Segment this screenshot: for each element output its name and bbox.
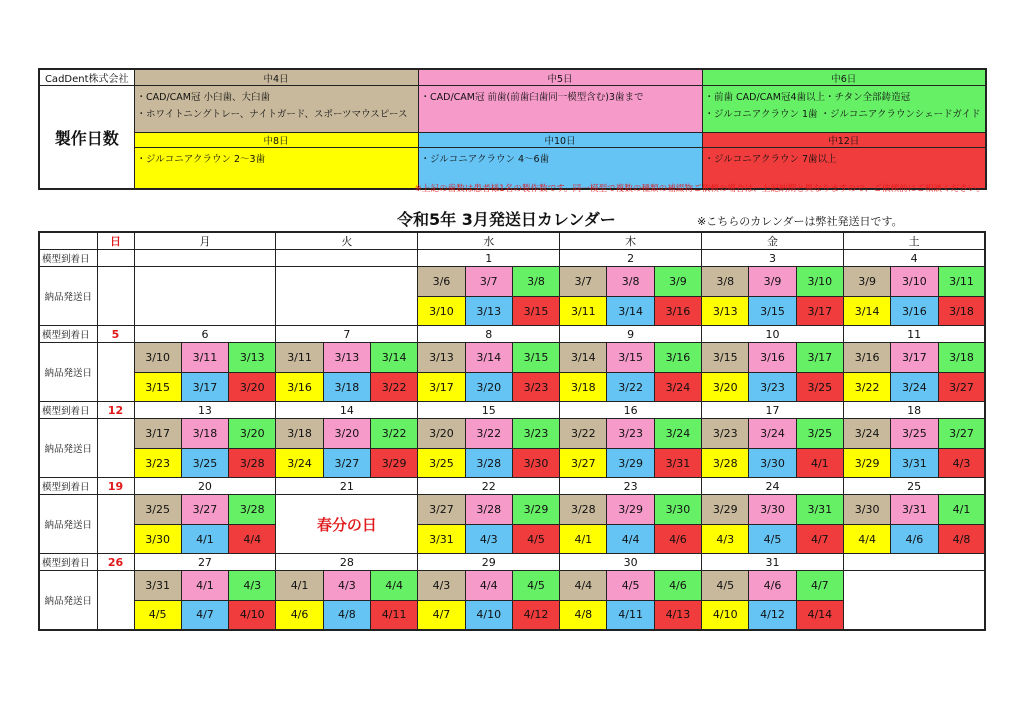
arrival-date: 14 (276, 402, 418, 419)
ship-date: 3/30 (654, 495, 701, 525)
ship-date: 4/8 (938, 525, 985, 554)
holiday-label: 春分の日 (276, 495, 418, 554)
group-header-8days: 中8日 (134, 133, 418, 148)
arrival-date: 21 (276, 478, 418, 495)
ship-date: 4/1 (796, 449, 843, 478)
sunday-empty (97, 495, 134, 554)
group-header-10days: 中10日 (418, 133, 702, 148)
ship-date: 4/5 (512, 571, 559, 601)
ship-date: 3/29 (702, 495, 749, 525)
ship-date: 3/28 (560, 495, 607, 525)
arrival-date: 23 (560, 478, 702, 495)
ship-date: 4/1 (181, 571, 228, 601)
ship-date: 3/28 (229, 495, 276, 525)
ship-date: 3/10 (796, 267, 843, 297)
ship-date: 4/10 (229, 601, 276, 630)
weekday-header: 火 (276, 232, 418, 250)
ship-date: 3/14 (607, 297, 654, 326)
ship-date: 3/13 (418, 343, 465, 373)
calendar-note: ※こちらのカレンダーは弊社発送日です。 (697, 215, 903, 228)
ship-date: 3/28 (229, 449, 276, 478)
ship-date: 3/28 (702, 449, 749, 478)
ship-date: 4/1 (181, 525, 228, 554)
ship-date: 4/5 (702, 571, 749, 601)
ship-date: 3/18 (276, 419, 323, 449)
ship-date: 3/8 (607, 267, 654, 297)
ship-date: 4/4 (465, 571, 512, 601)
arrival-date: 28 (276, 554, 418, 571)
ship-date: 3/29 (607, 495, 654, 525)
ship-label: 納品発送日 (39, 343, 97, 402)
ship-date: 3/31 (418, 525, 465, 554)
ship-date: 4/6 (654, 525, 701, 554)
arrival-label: 模型到着日 (39, 250, 97, 267)
group-line: ・前歯 CAD/CAM冠4歯以上・チタン全部鋳造冠 (704, 92, 911, 103)
ship-date: 3/31 (796, 495, 843, 525)
arrival-date (843, 554, 985, 571)
ship-date: 3/29 (512, 495, 559, 525)
ship-date: 3/30 (512, 449, 559, 478)
weekday-header: 水 (418, 232, 560, 250)
ship-date: 3/31 (654, 449, 701, 478)
arrival-date: 3 (702, 250, 844, 267)
arrival-date (134, 250, 276, 267)
sunday-empty (97, 267, 134, 326)
arrival-date: 10 (702, 326, 844, 343)
empty-day (134, 267, 276, 326)
arrival-date (276, 250, 418, 267)
ship-date: 3/27 (938, 373, 985, 402)
arrival-date: 6 (134, 326, 276, 343)
ship-date: 3/29 (370, 449, 417, 478)
ship-date: 4/3 (229, 571, 276, 601)
ship-date: 3/20 (465, 373, 512, 402)
ship-date: 3/7 (560, 267, 607, 297)
ship-date: 3/15 (512, 297, 559, 326)
ship-date: 4/1 (938, 495, 985, 525)
ship-date: 3/17 (796, 297, 843, 326)
ship-label: 納品発送日 (39, 419, 97, 478)
sunday-date (97, 250, 134, 267)
ship-date: 3/11 (938, 267, 985, 297)
weekday-header: 木 (560, 232, 702, 250)
ship-date: 3/10 (891, 267, 938, 297)
ship-date: 3/16 (654, 297, 701, 326)
ship-date: 3/16 (654, 343, 701, 373)
calendar-title: 令和5年 3月発送日カレンダー (397, 210, 616, 229)
ship-date: 3/15 (607, 343, 654, 373)
ship-date: 3/16 (276, 373, 323, 402)
ship-date: 4/8 (323, 601, 370, 630)
ship-date: 4/5 (134, 601, 181, 630)
ship-date: 4/6 (276, 601, 323, 630)
sunday-empty (97, 343, 134, 402)
ship-date: 3/13 (702, 297, 749, 326)
arrival-date: 18 (843, 402, 985, 419)
ship-label: 納品発送日 (39, 571, 97, 630)
ship-date: 3/20 (229, 419, 276, 449)
ship-date: 3/15 (512, 343, 559, 373)
ship-date: 3/14 (465, 343, 512, 373)
arrival-date: 1 (418, 250, 560, 267)
arrival-label: 模型到着日 (39, 478, 97, 495)
ship-date: 3/29 (843, 449, 890, 478)
group-line: ・ジルコニアクラウン 7歯以上 (704, 154, 837, 165)
arrival-date: 7 (276, 326, 418, 343)
group-header-6days: 中6日 (702, 69, 986, 86)
group-line: ・ジルコニアクラウン 4～6歯 (420, 154, 550, 165)
ship-date: 4/6 (891, 525, 938, 554)
ship-date: 3/16 (749, 343, 796, 373)
ship-date: 4/3 (418, 571, 465, 601)
weekday-header: 金 (702, 232, 844, 250)
ship-date: 4/4 (607, 525, 654, 554)
sunday-date: 12 (97, 402, 134, 419)
ship-date: 4/12 (749, 601, 796, 630)
ship-date: 4/11 (370, 601, 417, 630)
ship-date: 3/17 (181, 373, 228, 402)
ship-date: 3/22 (465, 419, 512, 449)
ship-date: 3/9 (654, 267, 701, 297)
ship-date: 3/13 (229, 343, 276, 373)
ship-date: 4/10 (465, 601, 512, 630)
arrival-date: 2 (560, 250, 702, 267)
arrival-date: 15 (418, 402, 560, 419)
ship-date: 3/25 (796, 419, 843, 449)
production-note: ※上記の歯数は患者様1名の製作数です。同一模型で複数の種類の補綴物ご依頼の場合は、上記納期と異なりますので、ご依頼前にご相談ください。 (414, 184, 985, 194)
sunday-date: 26 (97, 554, 134, 571)
ship-date: 3/24 (276, 449, 323, 478)
weekday-header: 土 (843, 232, 985, 250)
group-body-5days (418, 86, 702, 133)
ship-date: 3/27 (560, 449, 607, 478)
ship-date: 4/4 (843, 525, 890, 554)
arrival-date: 31 (702, 554, 844, 571)
weekday-header: 月 (134, 232, 276, 250)
ship-date: 3/23 (512, 419, 559, 449)
ship-date: 4/14 (796, 601, 843, 630)
ship-date: 3/31 (891, 495, 938, 525)
ship-date: 3/20 (702, 373, 749, 402)
ship-date: 4/7 (796, 525, 843, 554)
arrival-date: 16 (560, 402, 702, 419)
arrival-date: 17 (702, 402, 844, 419)
sunday-date: 5 (97, 326, 134, 343)
ship-date: 3/25 (181, 449, 228, 478)
arrival-label: 模型到着日 (39, 326, 97, 343)
ship-date: 4/8 (560, 601, 607, 630)
ship-date: 4/1 (560, 525, 607, 554)
empty-day (843, 571, 985, 630)
ship-date: 3/7 (465, 267, 512, 297)
arrival-date: 22 (418, 478, 560, 495)
empty-day (276, 267, 418, 326)
ship-date: 3/10 (134, 343, 181, 373)
ship-date: 3/25 (891, 419, 938, 449)
ship-date: 3/6 (418, 267, 465, 297)
ship-date: 3/22 (560, 419, 607, 449)
ship-date: 4/3 (702, 525, 749, 554)
ship-date: 3/24 (891, 373, 938, 402)
arrival-date: 29 (418, 554, 560, 571)
ship-date: 3/30 (843, 495, 890, 525)
ship-date: 4/6 (654, 571, 701, 601)
ship-date: 4/4 (560, 571, 607, 601)
ship-date: 3/30 (749, 495, 796, 525)
ship-date: 4/11 (607, 601, 654, 630)
group-line: ・CAD/CAM冠 小臼歯、大臼歯 (136, 92, 270, 103)
ship-date: 3/25 (134, 495, 181, 525)
ship-date: 4/3 (938, 449, 985, 478)
ship-date: 4/12 (512, 601, 559, 630)
ship-date: 3/16 (843, 343, 890, 373)
arrival-label: 模型到着日 (39, 554, 97, 571)
group-body-6days (702, 86, 986, 133)
ship-date: 4/4 (370, 571, 417, 601)
arrival-date: 20 (134, 478, 276, 495)
ship-date: 4/3 (323, 571, 370, 601)
ship-date: 3/24 (749, 419, 796, 449)
group-line: ・ホワイトニングトレー、ナイトガード、スポーツマウスピース (136, 109, 408, 120)
ship-date: 4/5 (607, 571, 654, 601)
ship-date: 3/23 (749, 373, 796, 402)
ship-date: 3/22 (607, 373, 654, 402)
ship-date: 4/7 (418, 601, 465, 630)
arrival-date: 8 (418, 326, 560, 343)
ship-date: 3/15 (134, 373, 181, 402)
arrival-date: 30 (560, 554, 702, 571)
production-title: 製作日数 (39, 86, 134, 190)
weekday-sunday: 日 (97, 232, 134, 250)
ship-date: 3/15 (702, 343, 749, 373)
group-line: ・ジルコニアクラウン 2～3歯 (136, 154, 266, 165)
arrival-date: 13 (134, 402, 276, 419)
arrival-date: 9 (560, 326, 702, 343)
ship-date: 3/13 (323, 343, 370, 373)
group-line: ・ジルコニアクラウン 1歯 ・ジルコニアクラウンシェードガイド (704, 109, 981, 120)
ship-date: 4/3 (465, 525, 512, 554)
ship-date: 3/31 (134, 571, 181, 601)
arrival-date: 27 (134, 554, 276, 571)
ship-date: 3/24 (843, 419, 890, 449)
ship-date: 3/27 (323, 449, 370, 478)
ship-date: 4/10 (702, 601, 749, 630)
ship-date: 4/1 (276, 571, 323, 601)
ship-date: 3/28 (465, 449, 512, 478)
ship-date: 4/6 (749, 571, 796, 601)
ship-date: 3/14 (560, 343, 607, 373)
ship-date: 3/17 (891, 343, 938, 373)
ship-date: 3/25 (418, 449, 465, 478)
ship-date: 4/7 (796, 571, 843, 601)
group-line: ・CAD/CAM冠 前歯(前歯臼歯同一模型含む)3歯まで (420, 92, 644, 103)
group-body-4days (134, 86, 418, 133)
sunday-empty (97, 419, 134, 478)
ship-date: 3/24 (654, 373, 701, 402)
ship-label: 納品発送日 (39, 495, 97, 554)
ship-date: 3/14 (843, 297, 890, 326)
ship-date: 3/22 (370, 419, 417, 449)
header-blank (39, 232, 97, 250)
ship-date: 3/16 (891, 297, 938, 326)
shipping-calendar (38, 231, 986, 631)
ship-date: 3/27 (418, 495, 465, 525)
ship-date: 3/27 (938, 419, 985, 449)
ship-date: 3/18 (323, 373, 370, 402)
arrival-date: 4 (843, 250, 985, 267)
ship-date: 3/11 (560, 297, 607, 326)
group-header-5days: 中5日 (418, 69, 702, 86)
ship-date: 3/17 (134, 419, 181, 449)
ship-date: 4/7 (181, 601, 228, 630)
ship-date: 3/28 (465, 495, 512, 525)
ship-date: 3/18 (560, 373, 607, 402)
ship-date: 3/23 (512, 373, 559, 402)
ship-date: 3/17 (418, 373, 465, 402)
group-header-4days: 中4日 (134, 69, 418, 86)
arrival-date: 24 (702, 478, 844, 495)
ship-date: 3/11 (276, 343, 323, 373)
ship-date: 3/22 (370, 373, 417, 402)
ship-date: 3/24 (654, 419, 701, 449)
ship-date: 3/9 (843, 267, 890, 297)
ship-date: 3/18 (181, 419, 228, 449)
ship-label: 納品発送日 (39, 267, 97, 326)
ship-date: 3/23 (702, 419, 749, 449)
ship-date: 3/10 (418, 297, 465, 326)
ship-date: 3/20 (418, 419, 465, 449)
ship-date: 3/15 (749, 297, 796, 326)
ship-date: 3/8 (512, 267, 559, 297)
ship-date: 3/31 (891, 449, 938, 478)
arrival-date: 11 (843, 326, 985, 343)
ship-date: 3/23 (607, 419, 654, 449)
ship-date: 3/20 (323, 419, 370, 449)
ship-date: 4/13 (654, 601, 701, 630)
ship-date: 3/29 (607, 449, 654, 478)
ship-date: 3/9 (749, 267, 796, 297)
arrival-label: 模型到着日 (39, 402, 97, 419)
sunday-empty (97, 571, 134, 630)
ship-date: 3/14 (370, 343, 417, 373)
ship-date: 3/8 (702, 267, 749, 297)
ship-date: 3/18 (938, 297, 985, 326)
ship-date: 3/30 (749, 449, 796, 478)
ship-date: 3/27 (181, 495, 228, 525)
ship-date: 4/4 (229, 525, 276, 554)
ship-date: 3/17 (796, 343, 843, 373)
production-days-table (38, 68, 987, 190)
ship-date: 3/30 (134, 525, 181, 554)
ship-date: 4/5 (512, 525, 559, 554)
sunday-date: 19 (97, 478, 134, 495)
ship-date: 4/5 (749, 525, 796, 554)
ship-date: 3/22 (843, 373, 890, 402)
ship-date: 3/18 (938, 343, 985, 373)
company-name: CadDent株式会社 (39, 69, 134, 86)
ship-date: 3/13 (465, 297, 512, 326)
ship-date: 3/25 (796, 373, 843, 402)
arrival-date: 25 (843, 478, 985, 495)
ship-date: 3/23 (134, 449, 181, 478)
ship-date: 3/20 (229, 373, 276, 402)
group-header-12days: 中12日 (702, 133, 986, 148)
ship-date: 3/11 (181, 343, 228, 373)
